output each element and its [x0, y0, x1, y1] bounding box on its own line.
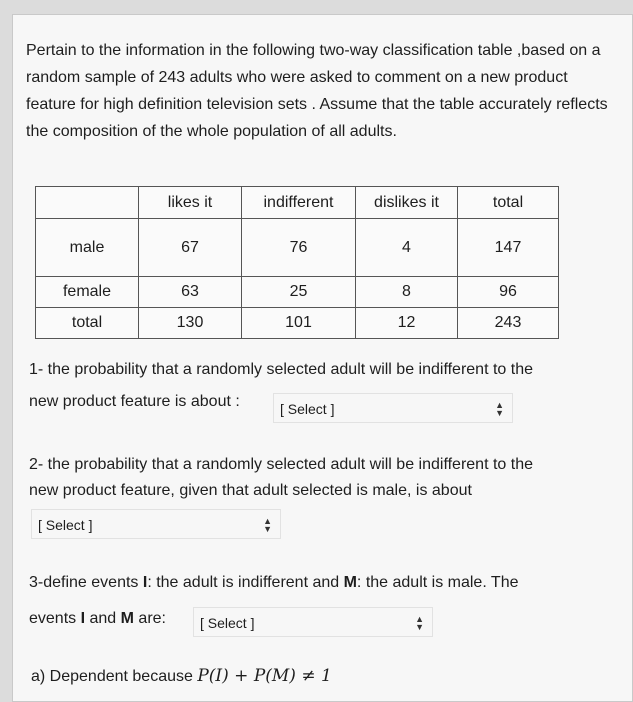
table-cell: 96 — [458, 277, 559, 308]
table-cell: 63 — [139, 277, 242, 308]
option-a-text: a) Dependent because — [31, 668, 193, 685]
event-i-symbol: I — [80, 610, 86, 627]
classification-table — [35, 186, 559, 339]
table-row — [36, 308, 559, 339]
question-3-line-2: events I and M are: — [29, 610, 166, 627]
table-cell: 25 — [242, 277, 356, 308]
question-3-select[interactable] — [193, 607, 433, 637]
select-value: [ Select ] — [38, 517, 93, 533]
table-cell: 130 — [139, 308, 242, 339]
table-row — [36, 219, 559, 277]
table-cell: 12 — [356, 308, 458, 339]
question-1-line-1: 1- the probability that a randomly selected adult will be indifferent to the — [29, 361, 533, 378]
table-cell: 101 — [242, 308, 356, 339]
updown-arrow-icon: ▲ ▼ — [415, 614, 424, 633]
event-m-symbol: M — [343, 574, 357, 591]
event-i-symbol: I — [142, 574, 148, 591]
table-cell: 8 — [356, 277, 458, 308]
table-header-cell: dislikes it — [356, 187, 458, 219]
table-cell: male — [36, 219, 139, 277]
select-value: [ Select ] — [200, 615, 255, 631]
table-header-cell: total — [458, 187, 559, 219]
select-value: [ Select ] — [280, 401, 335, 417]
table-header-cell: indifferent — [242, 187, 356, 219]
option-a-formula: P(I) + P(M) ≠ 1 — [197, 666, 332, 686]
question-2-line-1: 2- the probability that a randomly selected adult will be indifferent to the — [29, 456, 533, 473]
table-cell: total — [36, 308, 139, 339]
question-card — [12, 14, 633, 702]
intro-text: Pertain to the information in the following two-way classification table ,based on a random sample of 243 adults who were asked to comment on a new product feature for high definition television sets . Assume that the table accurately reflects the composition of the whole population of all adults. — [26, 42, 608, 140]
table-header-row — [36, 187, 559, 219]
question-2-select[interactable] — [31, 509, 281, 539]
updown-arrow-icon: ▲ ▼ — [263, 516, 272, 535]
event-m-symbol: M — [120, 610, 134, 627]
table-cell: female — [36, 277, 139, 308]
option-a[interactable] — [31, 666, 332, 686]
table-header-cell: likes it — [139, 187, 242, 219]
question-1-line-2: new product feature is about : — [29, 393, 240, 410]
table-cell: 67 — [139, 219, 242, 277]
question-3-line-1: 3-define events I: the adult is indifferent and M: the adult is male. The — [29, 574, 519, 591]
updown-arrow-icon: ▲ ▼ — [495, 400, 504, 419]
table-header-cell — [36, 187, 139, 219]
table-cell: 147 — [458, 219, 559, 277]
table-cell: 76 — [242, 219, 356, 277]
question-2-line-2: new product feature, given that adult selected is male, is about — [29, 482, 472, 499]
table-cell: 243 — [458, 308, 559, 339]
question-1-select[interactable] — [273, 393, 513, 423]
table-row — [36, 277, 559, 308]
question-2 — [29, 452, 533, 504]
table-cell: 4 — [356, 219, 458, 277]
